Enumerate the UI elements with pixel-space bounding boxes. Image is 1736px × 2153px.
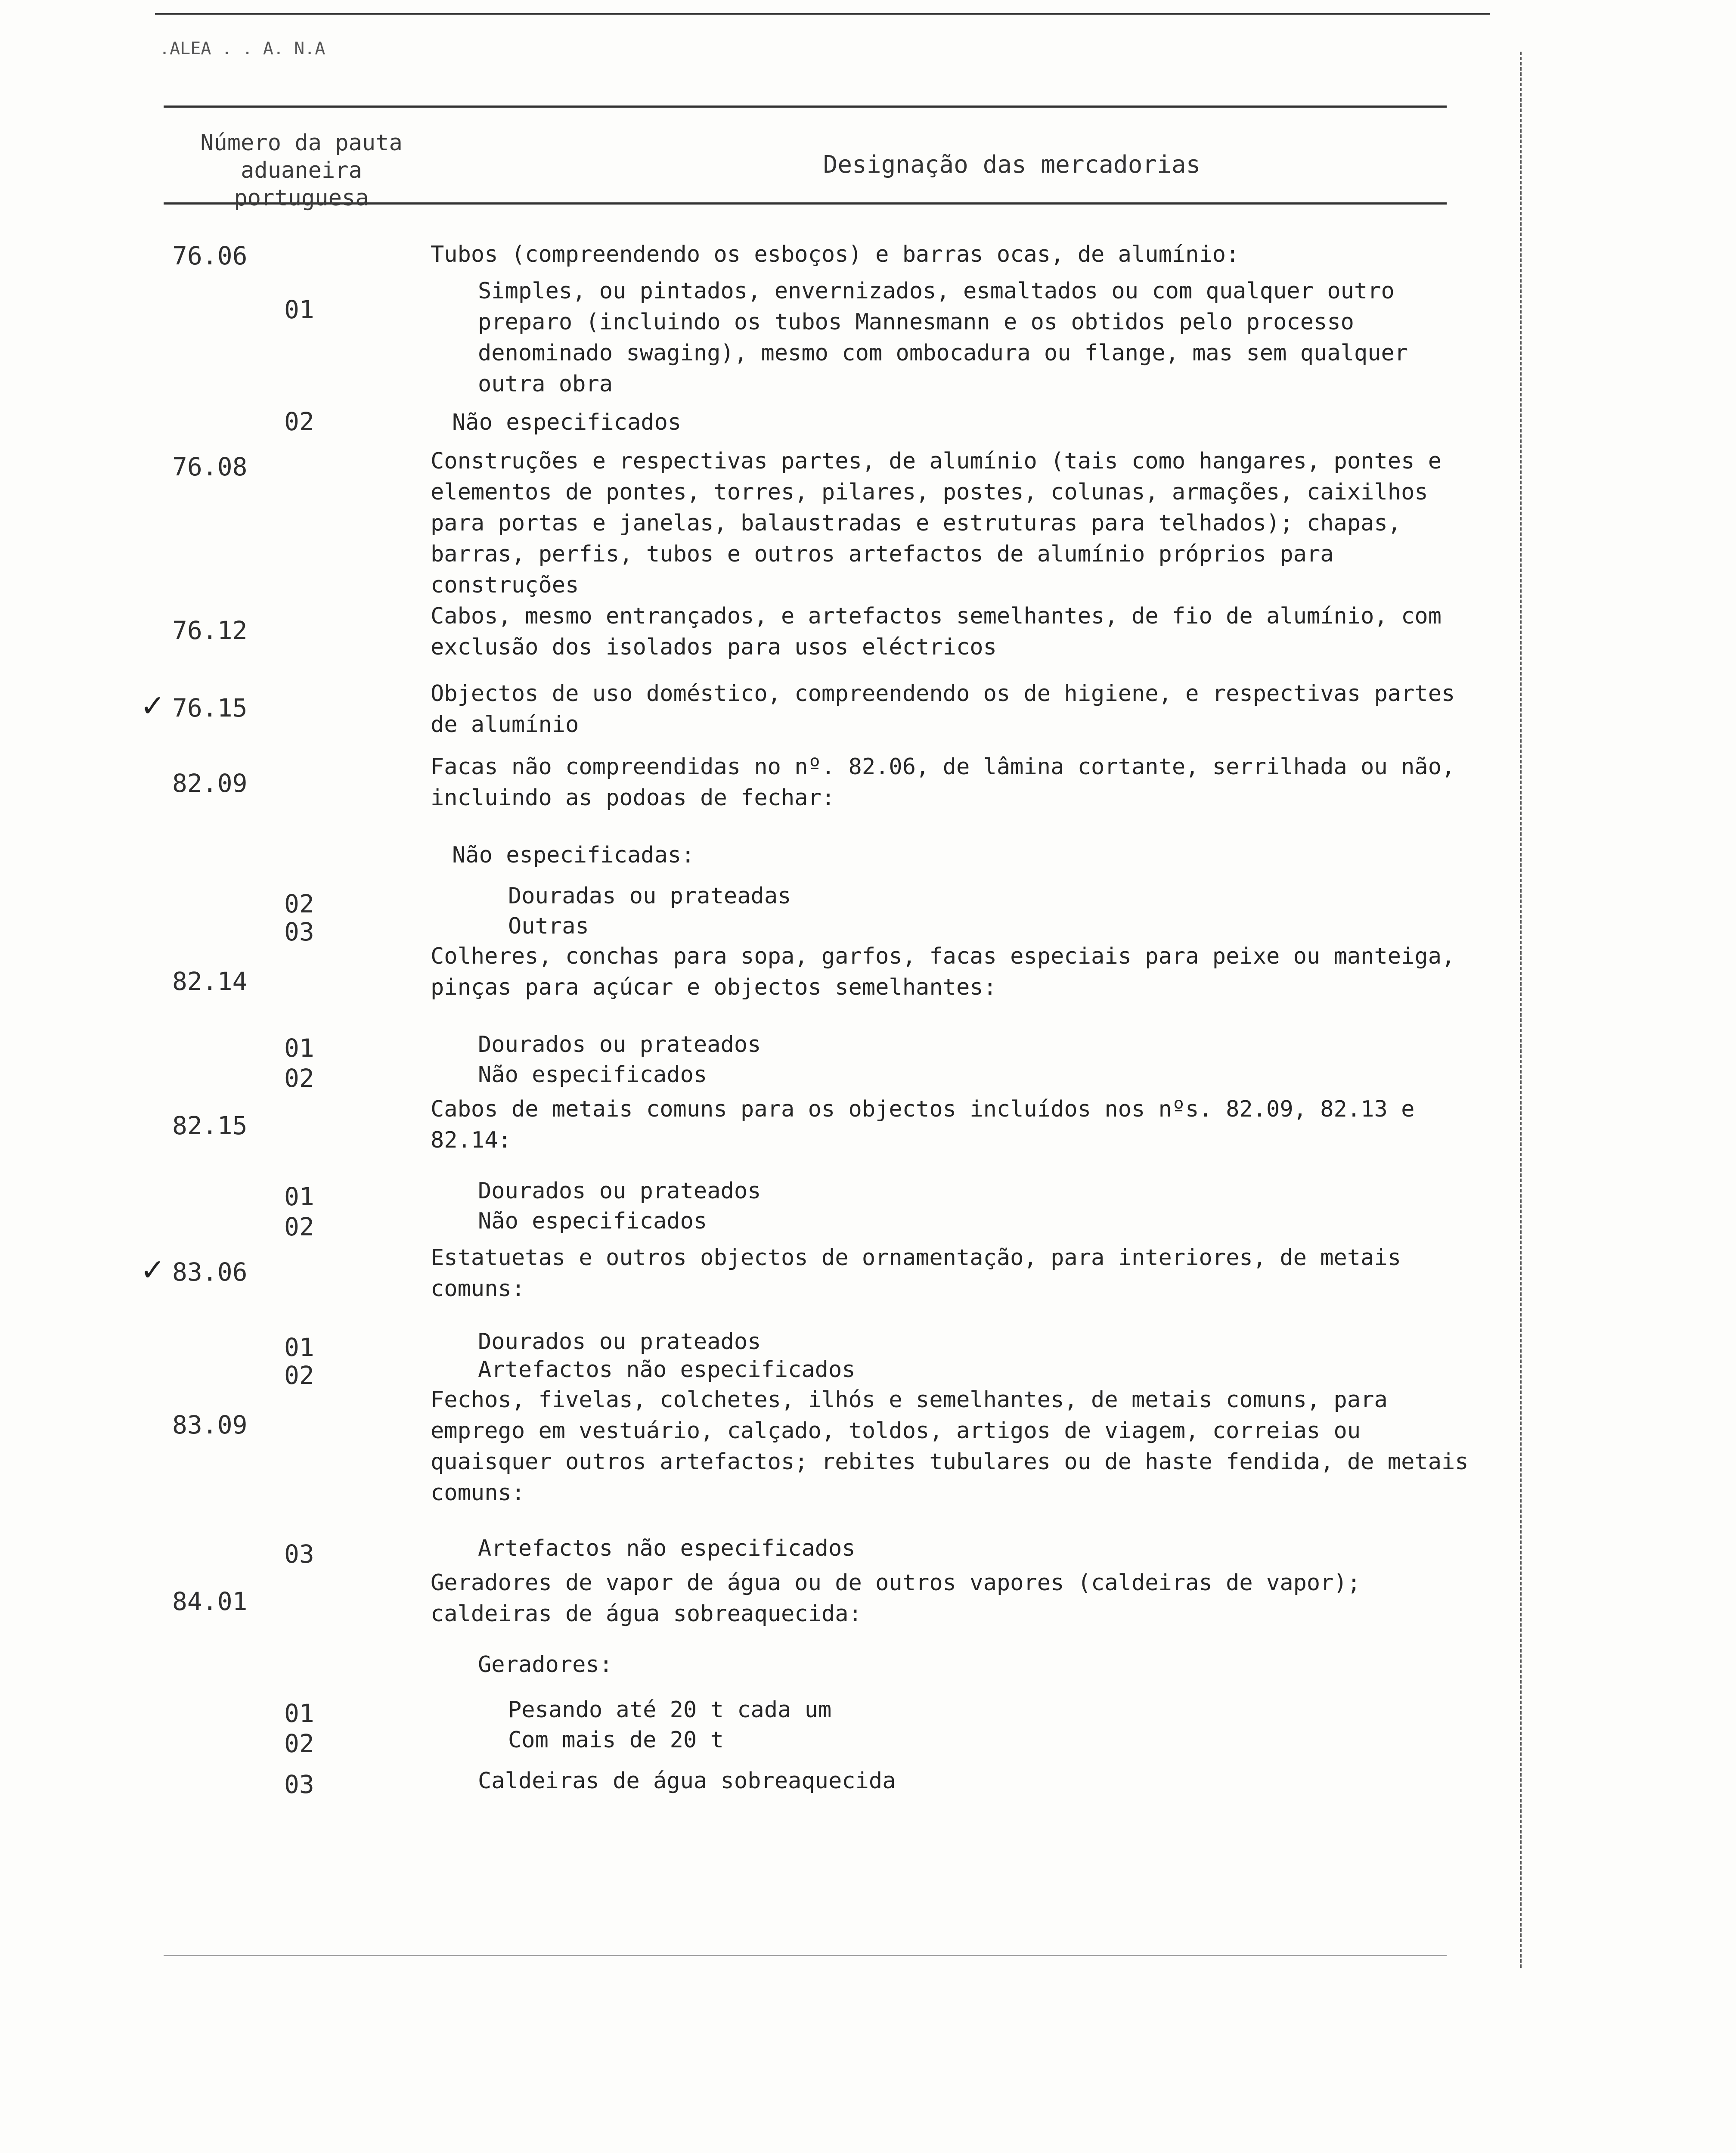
desc-82-09-nao-especificadas: Não especificadas:: [452, 842, 695, 868]
desc-82-09-03: Outras: [508, 913, 589, 939]
code-76-15: 76.15: [172, 693, 248, 723]
desc-84-01-geradores: Geradores:: [478, 1652, 613, 1678]
desc-84-01-01: Pesando até 20 t cada um: [508, 1697, 832, 1723]
description-header: Designação das mercadorias: [823, 151, 1201, 179]
desc-82-15-01: Dourados ou prateados: [478, 1178, 761, 1204]
sub-84-01-01: 01: [284, 1699, 314, 1728]
desc-76-06-01: Simples, ou pintados, envernizados, esmaltados ou com qualquer outro preparo (incluindo os tubos Mannesmann e os obtidos pelo processo denominado swaging), mesmo com ombocadura ou flange, mas sem qualquer outra obra: [478, 278, 1408, 397]
check-mark-83-06: ✓: [142, 1249, 163, 1289]
code-84-01: 84.01: [172, 1587, 248, 1616]
sub-82-09-02: 02: [284, 889, 314, 918]
sub-82-14-02: 02: [284, 1064, 314, 1093]
code-83-06: 83.06: [172, 1257, 248, 1287]
code-83-09: 83.09: [172, 1410, 248, 1439]
desc-84-01: Geradores de vapor de água ou de outros vapores (caldeiras de vapor); caldeiras de água sobreaquecida:: [431, 1570, 1361, 1627]
sub-84-01-02: 02: [284, 1729, 314, 1758]
desc-76-06: Tubos (compreendendo os esboços) e barras ocas, de alumínio:: [431, 242, 1240, 267]
desc-76-08: Construções e respectivas partes, de alumínio (tais como hangares, pontes e elementos de pontes, torres, pilares, postes, colunas, armações, caixilhos para portas e janelas, balaustradas e estruturas para telhados); chapas, barras, perfis, tubos e outros artefactos de alumínio próprios para construções: [431, 448, 1442, 598]
right-scan-edge: [1520, 52, 1522, 1968]
desc-82-14-01: Dourados ou prateados: [478, 1032, 761, 1058]
code-76-08: 76.08: [172, 452, 248, 481]
sub-84-01-03: 03: [284, 1770, 314, 1799]
header-top-rule: [164, 105, 1447, 108]
desc-82-09: Facas não compreendidas no nº. 82.06, de lâmina cortante, serrilhada ou não, incluindo as podoas de fechar:: [431, 754, 1455, 811]
sub-82-15-01: 01: [284, 1182, 314, 1211]
desc-76-15: Objectos de uso doméstico, compreendendo os de higiene, e respectivas partes de alumínio: [431, 681, 1455, 738]
code-76-12: 76.12: [172, 616, 248, 645]
desc-76-06-02: Não especificados: [452, 410, 682, 435]
tariff-number-header: Número da pauta aduaneira portuguesa: [200, 130, 403, 211]
bottom-scan-edge: [164, 1955, 1447, 1956]
sub-83-06-01: 01: [284, 1333, 314, 1362]
desc-84-01-03: Caldeiras de água sobreaquecida: [478, 1768, 896, 1794]
sub-83-09-03: 03: [284, 1539, 314, 1569]
code-82-14: 82.14: [172, 967, 248, 996]
sub-83-06-02: 02: [284, 1361, 314, 1390]
desc-83-06-02: Artefactos não especificados: [478, 1357, 856, 1383]
desc-82-14-02: Não especificados: [478, 1062, 707, 1088]
desc-83-06-01: Dourados ou prateados: [478, 1329, 761, 1355]
desc-82-15-02: Não especificados: [478, 1208, 707, 1234]
sub-82-15-02: 02: [284, 1212, 314, 1241]
check-mark-76-15: ✓: [142, 685, 163, 725]
sub-82-09-03: 03: [284, 917, 314, 946]
code-82-15: 82.15: [172, 1111, 248, 1140]
code-76-06: 76.06: [172, 241, 248, 270]
sub-76-06-01: 01: [284, 295, 314, 324]
desc-84-01-02: Com mais de 20 t: [508, 1727, 724, 1753]
desc-83-06: Estatuetas e outros objectos de ornamentação, para interiores, de metais comuns:: [431, 1245, 1401, 1302]
desc-76-12: Cabos, mesmo entrançados, e artefactos semelhantes, de fio de alumínio, com exclusão dos isolados para usos eléctricos: [431, 603, 1442, 660]
desc-83-09-03: Artefactos não especificados: [478, 1536, 856, 1561]
code-82-09: 82.09: [172, 769, 248, 798]
desc-83-09: Fechos, fivelas, colchetes, ilhós e semelhantes, de metais comuns, para emprego em vestuário, calçado, toldos, artigos de viagem, correias ou quaisquer outros artefactos; rebites tubulares ou de haste fendida, de metais comuns:: [431, 1387, 1469, 1506]
sub-76-06-02: 02: [284, 407, 314, 436]
header-fragment: .ALEA . . A. N.A: [159, 39, 326, 59]
desc-82-14: Colheres, conchas para sopa, garfos, facas especiais para peixe ou manteiga, pinças para açúcar e objectos semelhantes:: [431, 943, 1455, 1000]
desc-82-09-02: Douradas ou prateadas: [508, 883, 791, 909]
top-scan-edge: [155, 13, 1490, 15]
desc-82-15: Cabos de metais comuns para os objectos incluídos nos nºs. 82.09, 82.13 e 82.14:: [431, 1096, 1415, 1153]
sub-82-14-01: 01: [284, 1033, 314, 1063]
